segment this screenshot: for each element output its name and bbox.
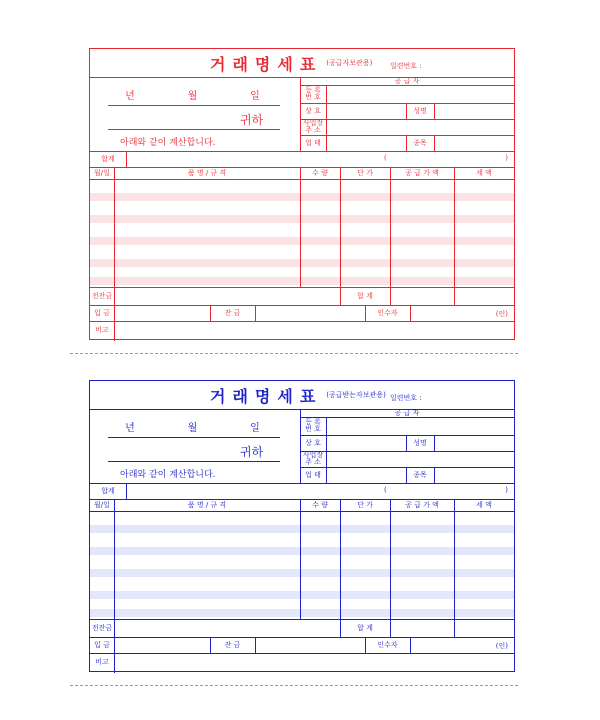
business-type-label: 업 태 <box>305 471 321 479</box>
supplier-header: 공 급 자 <box>394 409 420 417</box>
calculation-note: 아래와 같이 계산합니다. <box>120 138 216 148</box>
balance-label: 잔 금 <box>224 309 241 317</box>
item-rows-area[interactable] <box>90 511 514 619</box>
calculation-note: 아래와 같이 계산합니다. <box>120 470 216 480</box>
form-subtitle: (공급받는자보관용) <box>326 391 386 399</box>
serial-number-label: 일련번호 : <box>390 394 422 402</box>
recipient-suffix: 귀하 <box>240 113 264 127</box>
total-paren-close: ) <box>505 486 508 494</box>
date-row <box>110 419 275 434</box>
business-item-field[interactable] <box>434 135 514 151</box>
cut-line <box>70 685 518 686</box>
registration-number-label: 등 록 번 호 <box>305 418 321 433</box>
previous-balance-field[interactable] <box>114 287 340 305</box>
remarks-field[interactable] <box>114 653 514 671</box>
column-header-item: 품 명 / 규 격 <box>187 501 227 509</box>
month-label: 월 <box>187 423 198 434</box>
business-address-field[interactable] <box>326 451 514 467</box>
registration-number-field[interactable] <box>326 85 514 103</box>
company-name-field[interactable] <box>326 435 406 451</box>
company-name-field[interactable] <box>326 103 406 119</box>
item-rows-area[interactable] <box>90 179 514 287</box>
business-type-label: 업 태 <box>305 139 321 147</box>
balance-label: 잔 금 <box>224 641 241 649</box>
receiver-label: 인수자 <box>377 309 398 317</box>
business-address-field[interactable] <box>326 119 514 135</box>
column-header-supply-amount: 공 급 가 액 <box>405 169 439 177</box>
business-item-label: 종목 <box>413 139 427 147</box>
sum-label: 합 계 <box>357 624 373 632</box>
column-header-date: 월/일 <box>94 501 110 509</box>
column-header-tax: 세 액 <box>476 169 492 177</box>
balance-field[interactable] <box>255 305 365 321</box>
cut-line <box>70 353 518 354</box>
business-address-label: 사업장 주 소 <box>302 119 324 134</box>
representative-name-field[interactable] <box>434 435 514 451</box>
column-header-unit-price: 단 가 <box>357 169 373 177</box>
form-title-block <box>210 383 386 407</box>
remarks-label: 비고 <box>95 326 109 334</box>
total-amount-field[interactable] <box>126 483 514 499</box>
deposit-label: 입 금 <box>94 641 110 649</box>
representative-name-field[interactable] <box>434 103 514 119</box>
column-header-supply-amount: 공 급 가 액 <box>405 501 439 509</box>
previous-balance-label: 전잔금 <box>91 624 113 632</box>
form-title: 거래명세표 <box>210 54 323 74</box>
sum-label: 합 계 <box>357 292 373 300</box>
representative-name-label: 성명 <box>413 107 427 115</box>
form-title: 거래명세표 <box>210 386 323 406</box>
seal-label: (인) <box>495 310 508 318</box>
sum-field[interactable] <box>390 619 514 637</box>
column-header-date: 월/일 <box>94 169 110 177</box>
date-row <box>110 87 275 102</box>
business-type-field[interactable] <box>326 467 406 483</box>
total-paren-close: ) <box>505 154 508 162</box>
business-item-label: 종목 <box>413 471 427 479</box>
form-title-block <box>210 51 372 75</box>
serial-number-label: 일련번호 : <box>390 62 422 70</box>
invoice-form-recipient-copy <box>89 380 515 672</box>
deposit-label: 입 금 <box>94 309 110 317</box>
month-label: 월 <box>187 91 198 102</box>
day-label: 일 <box>250 423 260 434</box>
deposit-field[interactable] <box>114 637 210 653</box>
year-label: 년 <box>125 423 135 434</box>
remarks-label: 비고 <box>95 658 109 666</box>
recipient-suffix: 귀하 <box>240 445 264 459</box>
year-label: 년 <box>125 91 135 102</box>
previous-balance-field[interactable] <box>114 619 340 637</box>
remarks-field[interactable] <box>114 321 514 339</box>
business-type-field[interactable] <box>326 135 406 151</box>
invoice-form-supplier-copy <box>89 48 515 340</box>
total-label: 합계 <box>101 155 115 163</box>
previous-balance-label: 전잔금 <box>91 292 113 300</box>
column-header-unit-price: 단 가 <box>357 501 373 509</box>
day-label: 일 <box>250 91 260 102</box>
total-label: 합계 <box>101 487 115 495</box>
column-header-item: 품 명 / 규 격 <box>187 169 227 177</box>
form-subtitle: (공급자보관용) <box>326 59 373 67</box>
receiver-field[interactable] <box>410 305 514 321</box>
deposit-field[interactable] <box>114 305 210 321</box>
total-paren-open: ( <box>384 154 387 162</box>
business-address-label: 사업장 주 소 <box>302 451 324 466</box>
supplier-header: 공 급 자 <box>394 77 420 85</box>
company-name-label: 상 호 <box>305 107 321 115</box>
column-header-quantity: 수 량 <box>312 169 328 177</box>
balance-field[interactable] <box>255 637 365 653</box>
sum-field[interactable] <box>390 287 514 305</box>
business-item-field[interactable] <box>434 467 514 483</box>
registration-number-field[interactable] <box>326 417 514 435</box>
company-name-label: 상 호 <box>305 439 321 447</box>
total-amount-field[interactable] <box>126 151 514 167</box>
seal-label: (인) <box>495 642 508 650</box>
column-header-quantity: 수 량 <box>312 501 328 509</box>
column-header-tax: 세 액 <box>476 501 492 509</box>
receiver-label: 인수자 <box>377 641 398 649</box>
registration-number-label: 등 록 번 호 <box>305 86 321 101</box>
receiver-field[interactable] <box>410 637 514 653</box>
representative-name-label: 성명 <box>413 439 427 447</box>
total-paren-open: ( <box>384 486 387 494</box>
